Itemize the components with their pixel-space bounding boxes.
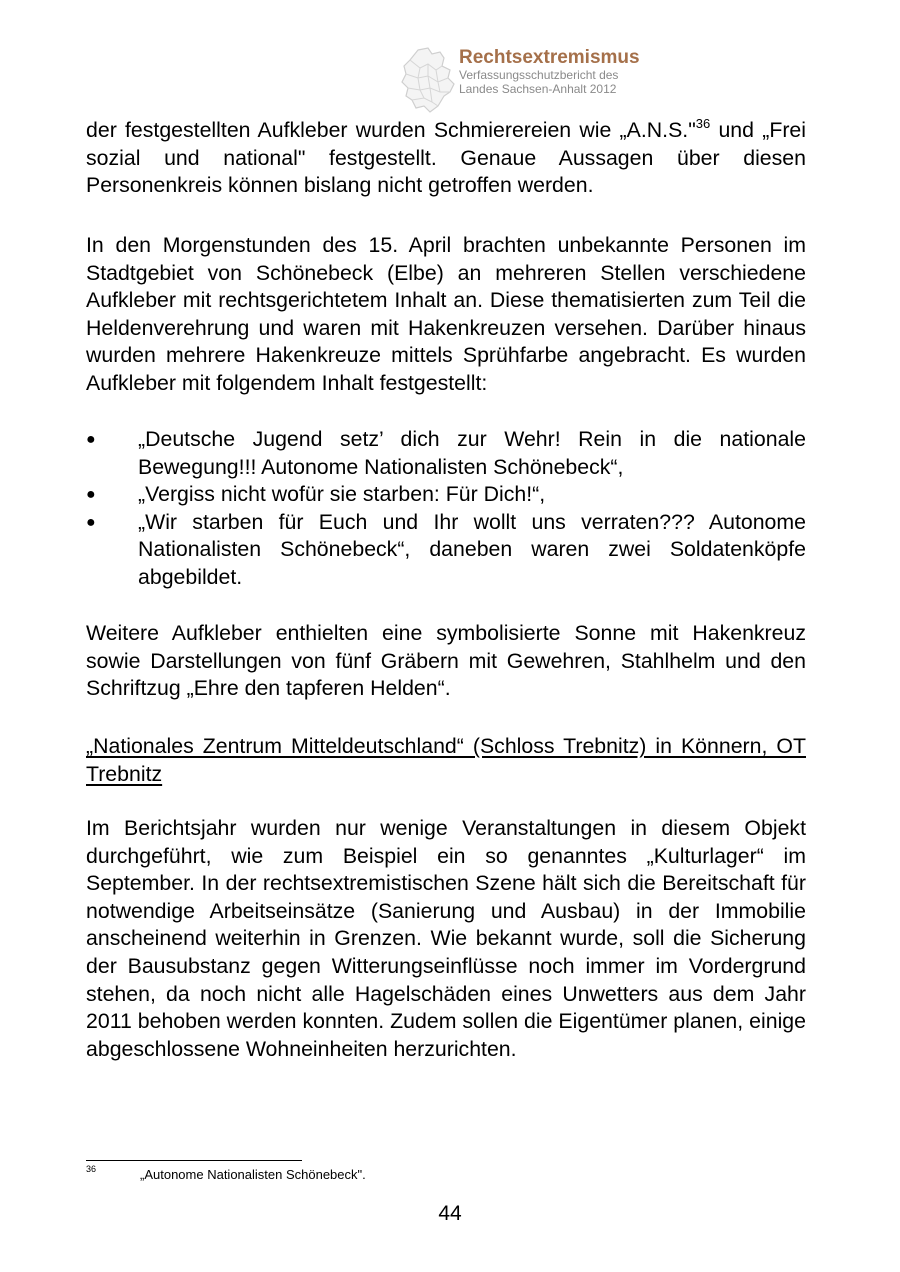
section-heading-text: „Nationales Zentrum Mitteldeutschland“ (Schloss Trebnitz) in Könnern, OT Trebnitz: [86, 734, 806, 786]
list-item: [86, 509, 806, 592]
page-header: [398, 44, 698, 116]
bullet-icon: ●: [86, 486, 96, 504]
list-item: [86, 426, 806, 481]
footnote-text: „Autonome Nationalisten Schönebeck".: [140, 1167, 366, 1182]
list-item-text: „Vergiss nicht wofür sie starben: Für Dich!“,: [138, 482, 546, 507]
sticker-bullet-list: [86, 426, 806, 592]
footnote-divider: [86, 1160, 302, 1161]
paragraph-2: [86, 232, 806, 398]
header-title: Rechtsextremismus: [459, 47, 640, 68]
paragraph-4: [86, 815, 806, 1063]
list-item-text: „Deutsche Jugend setz’ dich zur Wehr! Rein in die nationale Bewegung!!! Autonome Nationalisten Schönebeck“,: [138, 427, 806, 479]
section-heading: [86, 733, 806, 788]
saxony-anhalt-map-icon: [398, 46, 460, 114]
paragraph-1: [86, 117, 806, 200]
paragraph-4-text: Im Berichtsjahr wurden nur wenige Veranstaltungen in diesem Objekt durchgeführt, wie zum Beispiel ein so genanntes „Kulturlager“ im September. In der rechtsextremistischen Szene hält sich die Bereitschaft für notwendige Arbeitseinsätze (Sanierung und Ausbau) in der Immobilie anscheinend weiterhin in Grenzen. Wie bekannt wurde, soll die Sicherung der Bausubstanz gegen Witterungseinflüsse noch immer im Vordergrund stehen, da noch nicht alle Hagelschäden eines Unwetters aus dem Jahr 2011 behoben werden konnten. Zudem sollen die Eigentümer planen, einige abgeschlossene Wohneinheiten herzurichten.: [86, 816, 806, 1061]
bullet-icon: ●: [86, 431, 96, 448]
paragraph-3: [86, 620, 806, 703]
list-item-text: „Wir starben für Euch und Ihr wollt uns verraten??? Autonome Nationalisten Schönebeck“, daneben waren zwei Soldatenköpfe abgebildet.: [138, 509, 806, 589]
paragraph-3-text: Weitere Aufkleber enthielten eine symbolisierte Sonne mit Hakenkreuz sowie Darstellungen von fünf Gräbern mit Gewehren, Stahlhelm und den Schriftzug „Ehre den tapferen Helden“.: [86, 621, 806, 701]
header-subtitle-line1: Verfassungsschutzbericht des: [459, 68, 619, 82]
list-item: [86, 481, 806, 509]
footnote-number: 36: [86, 1164, 97, 1174]
paragraph-1-text: der festgestellten Aufkleber wurden Schmierereien wie „A.N.S.": [86, 118, 696, 142]
header-subtitle-line2: Landes Sachsen-Anhalt 2012: [459, 82, 617, 96]
bullet-icon: ●: [86, 513, 96, 531]
page-number: 44: [438, 1202, 462, 1225]
paragraph-2-text: In den Morgenstunden des 15. April brachten unbekannte Personen im Stadtgebiet von Schönebeck (Elbe) an mehreren Stellen verschiedene Aufkleber mit rechtsgerichtetem Inhalt an. Diese thematisierten zum Teil die Heldenverehrung und waren mit Hakenkreuzen versehen. Darüber hinaus wurden mehrere Hakenkreuze mittels Sprühfarbe angebracht. Es wurden Aufkleber mit folgendem Inhalt festgestellt:: [86, 233, 806, 395]
paragraph-1-continuation: und „Frei sozial und national" festgestellt. Genaue Aussagen über diesen Personenkreis können bislang nicht getroffen werden.: [86, 118, 806, 198]
footnote-reference: 36: [695, 116, 711, 131]
